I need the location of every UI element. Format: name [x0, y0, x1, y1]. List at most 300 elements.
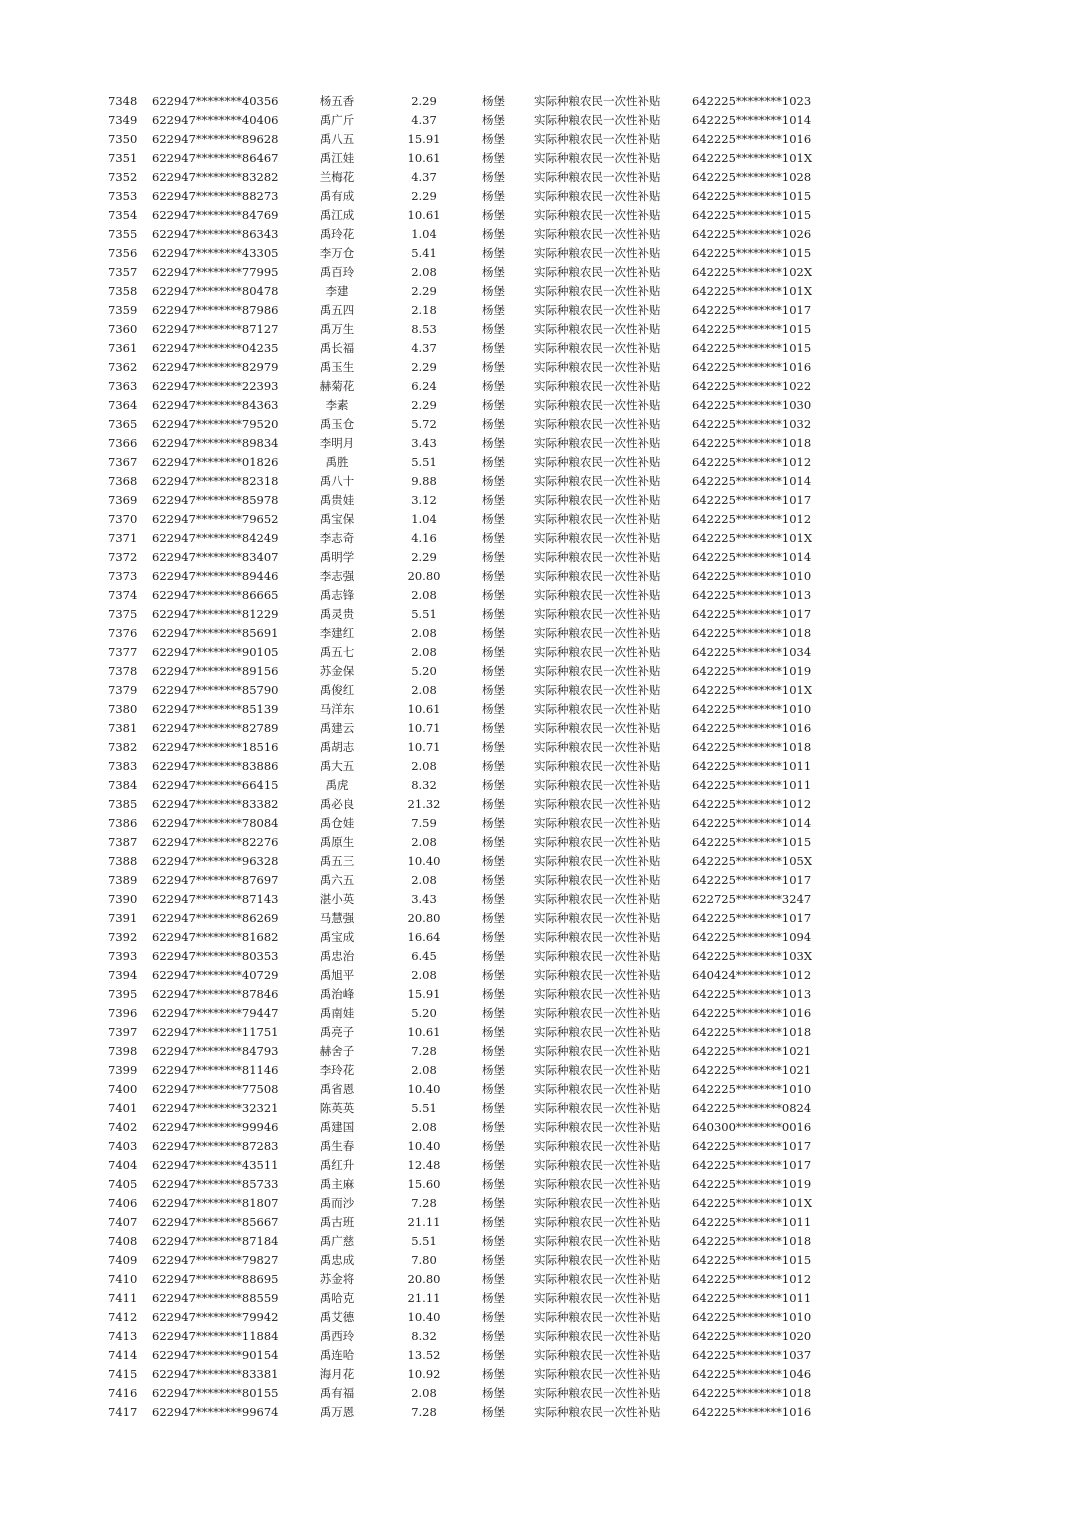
subsidy-amount: 12.48 [407, 1158, 441, 1172]
subsidy-type: 实际种粮农民一次性补贴 [534, 1291, 661, 1305]
subsidy-type: 实际种粮农民一次性补贴 [534, 569, 661, 583]
farmer-name: 禹虎 [325, 778, 349, 792]
subsidy-amount: 5.20 [411, 1006, 437, 1020]
table-row [0, 966, 1074, 985]
table-row [0, 377, 1074, 396]
id-number: 642225********1010 [692, 569, 812, 583]
id-number: 642225********1015 [692, 341, 812, 355]
subsidy-amount: 4.37 [411, 341, 437, 355]
table-row [0, 1327, 1074, 1346]
id-number: 642225********1011 [692, 1215, 812, 1229]
id-number: 642225********0824 [692, 1101, 812, 1115]
row-number: 7403 [108, 1139, 138, 1153]
id-number: 642225********1016 [692, 1405, 812, 1419]
farmer-name: 禹玉生 [319, 360, 355, 374]
farmer-name: 禹五四 [319, 303, 355, 317]
id-number: 642225********1010 [692, 702, 812, 716]
subsidy-amount: 2.08 [411, 1120, 437, 1134]
subsidy-type: 实际种粮农民一次性补贴 [534, 151, 661, 165]
farmer-name: 禹长福 [319, 341, 355, 355]
id-number: 642225********1016 [692, 360, 812, 374]
table-row [0, 738, 1074, 757]
subsidy-amount: 10.40 [407, 854, 441, 868]
subsidy-amount: 2.08 [411, 645, 437, 659]
table-row [0, 643, 1074, 662]
subsidy-type: 实际种粮农民一次性补贴 [534, 1386, 661, 1400]
row-number: 7373 [108, 569, 138, 583]
subsidy-type: 实际种粮农民一次性补贴 [534, 1234, 661, 1248]
subsidy-type: 实际种粮农民一次性补贴 [534, 1044, 661, 1058]
town-name: 杨堡 [482, 94, 505, 108]
farmer-name: 李志强 [319, 569, 355, 583]
table-row [0, 548, 1074, 567]
id-number: 642225********1094 [692, 930, 812, 944]
row-number: 7371 [108, 531, 138, 545]
subsidy-type: 实际种粮农民一次性补贴 [534, 1120, 661, 1134]
id-number: 642225********1018 [692, 740, 812, 754]
subsidy-amount: 20.80 [407, 569, 441, 583]
row-number: 7402 [108, 1120, 138, 1134]
town-name: 杨堡 [482, 816, 505, 830]
subsidy-amount: 3.43 [411, 892, 437, 906]
id-number: 642225********1017 [692, 303, 812, 317]
id-number: 642225********1013 [692, 987, 812, 1001]
id-number: 642225********1011 [692, 759, 812, 773]
account-number: 622947********18516 [152, 740, 279, 754]
farmer-name: 禹万恩 [319, 1405, 355, 1419]
id-number: 642225********1010 [692, 1082, 812, 1096]
row-number: 7354 [108, 208, 138, 222]
id-number: 640424********1012 [692, 968, 812, 982]
id-number: 642225********1018 [692, 1386, 812, 1400]
row-number: 7353 [108, 189, 138, 203]
id-number: 642225********1015 [692, 208, 812, 222]
subsidy-amount: 1.04 [411, 227, 437, 241]
id-number: 642225********1017 [692, 607, 812, 621]
town-name: 杨堡 [482, 284, 505, 298]
subsidy-type: 实际种粮农民一次性补贴 [534, 607, 661, 621]
subsidy-amount: 5.51 [411, 1234, 437, 1248]
table-row [0, 985, 1074, 1004]
table-row [0, 529, 1074, 548]
subsidy-type: 实际种粮农民一次性补贴 [534, 588, 661, 602]
town-name: 杨堡 [482, 1082, 505, 1096]
account-number: 622947********80478 [152, 284, 279, 298]
account-number: 622947********88273 [152, 189, 279, 203]
account-number: 622947********79942 [152, 1310, 279, 1324]
farmer-name: 禹必良 [319, 797, 355, 811]
town-name: 杨堡 [482, 531, 505, 545]
subsidy-amount: 5.41 [411, 246, 437, 260]
row-number: 7370 [108, 512, 138, 526]
subsidy-type: 实际种粮农民一次性补贴 [534, 531, 661, 545]
account-number: 622947********22393 [152, 379, 279, 393]
town-name: 杨堡 [482, 1348, 505, 1362]
table-row [0, 225, 1074, 244]
town-name: 杨堡 [482, 512, 505, 526]
row-number: 7412 [108, 1310, 138, 1324]
table-row [0, 1023, 1074, 1042]
subsidy-type: 实际种粮农民一次性补贴 [534, 664, 661, 678]
farmer-name: 禹仓娃 [319, 816, 355, 830]
town-name: 杨堡 [482, 398, 505, 412]
row-number: 7377 [108, 645, 138, 659]
subsidy-amount: 2.29 [411, 360, 437, 374]
table-row [0, 586, 1074, 605]
id-number: 642225********1010 [692, 1310, 812, 1324]
table-row [0, 795, 1074, 814]
table-row [0, 909, 1074, 928]
town-name: 杨堡 [482, 1405, 505, 1419]
town-name: 杨堡 [482, 417, 505, 431]
town-name: 杨堡 [482, 987, 505, 1001]
id-number: 622725********3247 [692, 892, 812, 906]
subsidy-amount: 7.80 [411, 1253, 437, 1267]
subsidy-type: 实际种粮农民一次性补贴 [534, 835, 661, 849]
account-number: 622947********43511 [152, 1158, 279, 1172]
subsidy-type: 实际种粮农民一次性补贴 [534, 1310, 661, 1324]
row-number: 7396 [108, 1006, 138, 1020]
town-name: 杨堡 [482, 303, 505, 317]
id-number: 642225********1015 [692, 189, 812, 203]
account-number: 622947********79520 [152, 417, 279, 431]
town-name: 杨堡 [482, 1139, 505, 1153]
id-number: 642225********1017 [692, 1139, 812, 1153]
subsidy-amount: 10.40 [407, 1082, 441, 1096]
account-number: 622947********66415 [152, 778, 279, 792]
subsidy-amount: 9.88 [411, 474, 437, 488]
id-number: 642225********1022 [692, 379, 812, 393]
subsidy-amount: 2.08 [411, 1386, 437, 1400]
farmer-name: 禹艾德 [319, 1310, 355, 1324]
row-number: 7384 [108, 778, 138, 792]
id-number: 642225********1017 [692, 911, 812, 925]
town-name: 杨堡 [482, 873, 505, 887]
farmer-name: 禹玉仓 [319, 417, 355, 431]
row-number: 7351 [108, 151, 138, 165]
farmer-name: 李素 [325, 398, 349, 412]
subsidy-type: 实际种粮农民一次性补贴 [534, 968, 661, 982]
id-number: 642225********1017 [692, 873, 812, 887]
table-row [0, 1213, 1074, 1232]
subsidy-type: 实际种粮农民一次性补贴 [534, 626, 661, 640]
town-name: 杨堡 [482, 246, 505, 260]
town-name: 杨堡 [482, 1177, 505, 1191]
id-number: 642225********1030 [692, 398, 812, 412]
row-number: 7361 [108, 341, 138, 355]
subsidy-type: 实际种粮农民一次性补贴 [534, 987, 661, 1001]
subsidy-type: 实际种粮农民一次性补贴 [534, 1063, 661, 1077]
row-number: 7356 [108, 246, 138, 260]
town-name: 杨堡 [482, 607, 505, 621]
id-number: 642225********101X [692, 683, 813, 697]
row-number: 7374 [108, 588, 138, 602]
account-number: 622947********99674 [152, 1405, 279, 1419]
farmer-name: 禹贵娃 [319, 493, 355, 507]
subsidy-amount: 10.61 [407, 208, 441, 222]
subsidy-type: 实际种粮农民一次性补贴 [534, 436, 661, 450]
id-number: 642225********1014 [692, 474, 812, 488]
subsidy-type: 实际种粮农民一次性补贴 [534, 189, 661, 203]
row-number: 7385 [108, 797, 138, 811]
account-number: 622947********04235 [152, 341, 279, 355]
id-number: 642225********1014 [692, 816, 812, 830]
table-row [0, 1156, 1074, 1175]
town-name: 杨堡 [482, 436, 505, 450]
subsidy-type: 实际种粮农民一次性补贴 [534, 1253, 661, 1267]
subsidy-amount: 8.32 [411, 1329, 437, 1343]
table-row [0, 567, 1074, 586]
table-row [0, 149, 1074, 168]
id-number: 642225********1014 [692, 113, 812, 127]
farmer-name: 马慧强 [319, 911, 355, 925]
id-number: 642225********105X [692, 854, 813, 868]
table-row [0, 187, 1074, 206]
town-name: 杨堡 [482, 1006, 505, 1020]
row-number: 7414 [108, 1348, 138, 1362]
town-name: 杨堡 [482, 626, 505, 640]
table-row [0, 947, 1074, 966]
subsidy-type: 实际种粮农民一次性补贴 [534, 721, 661, 735]
row-number: 7411 [108, 1291, 138, 1305]
row-number: 7391 [108, 911, 138, 925]
table-row [0, 320, 1074, 339]
row-number: 7366 [108, 436, 138, 450]
account-number: 622947********82789 [152, 721, 279, 735]
farmer-name: 兰梅花 [319, 170, 355, 184]
subsidy-amount: 10.61 [407, 1025, 441, 1039]
row-number: 7417 [108, 1405, 138, 1419]
subsidy-amount: 10.71 [407, 740, 441, 754]
id-number: 642225********1019 [692, 1177, 812, 1191]
table-row [0, 814, 1074, 833]
farmer-name: 禹八五 [319, 132, 355, 146]
subsidy-amount: 2.29 [411, 94, 437, 108]
town-name: 杨堡 [482, 360, 505, 374]
table-row [0, 928, 1074, 947]
town-name: 杨堡 [482, 455, 505, 469]
subsidy-type: 实际种粮农民一次性补贴 [534, 379, 661, 393]
id-number: 642225********1026 [692, 227, 812, 241]
town-name: 杨堡 [482, 702, 505, 716]
id-number: 642225********1015 [692, 322, 812, 336]
farmer-name: 杨五香 [319, 94, 355, 108]
subsidy-amount: 10.40 [407, 1310, 441, 1324]
row-number: 7368 [108, 474, 138, 488]
id-number: 642225********1015 [692, 246, 812, 260]
farmer-name: 禹江成 [319, 208, 355, 222]
farmer-name: 禹主麻 [319, 1177, 355, 1191]
table-row [0, 339, 1074, 358]
farmer-name: 禹玲花 [319, 227, 355, 241]
town-name: 杨堡 [482, 474, 505, 488]
row-number: 7413 [108, 1329, 138, 1343]
account-number: 622947********87697 [152, 873, 279, 887]
subsidy-amount: 5.51 [411, 455, 437, 469]
town-name: 杨堡 [482, 227, 505, 241]
id-number: 642225********1037 [692, 1348, 812, 1362]
account-number: 622947********83407 [152, 550, 279, 564]
subsidy-type: 实际种粮农民一次性补贴 [534, 911, 661, 925]
account-number: 622947********87846 [152, 987, 279, 1001]
subsidy-amount: 10.71 [407, 721, 441, 735]
town-name: 杨堡 [482, 1044, 505, 1058]
id-number: 642225********1016 [692, 132, 812, 146]
subsidy-type: 实际种粮农民一次性补贴 [534, 322, 661, 336]
row-number: 7358 [108, 284, 138, 298]
subsidy-type: 实际种粮农民一次性补贴 [534, 1025, 661, 1039]
subsidy-type: 实际种粮农民一次性补贴 [534, 1006, 661, 1020]
account-number: 622947********89628 [152, 132, 279, 146]
subsidy-amount: 2.29 [411, 550, 437, 564]
account-number: 622947********81807 [152, 1196, 279, 1210]
subsidy-type: 实际种粮农民一次性补贴 [534, 1177, 661, 1191]
table-row [0, 244, 1074, 263]
subsidy-type: 实际种粮农民一次性补贴 [534, 778, 661, 792]
id-number: 642225********101X [692, 151, 813, 165]
subsidy-amount: 7.28 [411, 1196, 437, 1210]
row-number: 7386 [108, 816, 138, 830]
subsidy-amount: 7.28 [411, 1044, 437, 1058]
table-row [0, 168, 1074, 187]
town-name: 杨堡 [482, 759, 505, 773]
table-row [0, 1403, 1074, 1422]
town-name: 杨堡 [482, 835, 505, 849]
table-row [0, 1137, 1074, 1156]
account-number: 622947********86665 [152, 588, 279, 602]
town-name: 杨堡 [482, 1025, 505, 1039]
row-number: 7362 [108, 360, 138, 374]
subsidy-amount: 15.60 [407, 1177, 441, 1191]
subsidy-amount: 20.80 [407, 911, 441, 925]
id-number: 642225********1016 [692, 1006, 812, 1020]
account-number: 622947********84249 [152, 531, 279, 545]
table-row [0, 358, 1074, 377]
subsidy-amount: 6.45 [411, 949, 437, 963]
town-name: 杨堡 [482, 588, 505, 602]
farmer-name: 禹红升 [319, 1158, 355, 1172]
row-number: 7401 [108, 1101, 138, 1115]
id-number: 642225********1018 [692, 626, 812, 640]
subsidy-amount: 21.11 [407, 1291, 441, 1305]
table-row [0, 1289, 1074, 1308]
account-number: 622947********79827 [152, 1253, 279, 1267]
subsidy-amount: 4.37 [411, 170, 437, 184]
farmer-name: 禹八十 [319, 474, 355, 488]
subsidy-type: 实际种粮农民一次性补贴 [534, 455, 661, 469]
row-number: 7352 [108, 170, 138, 184]
town-name: 杨堡 [482, 379, 505, 393]
table-row [0, 1346, 1074, 1365]
town-name: 杨堡 [482, 1215, 505, 1229]
account-number: 622947********79447 [152, 1006, 279, 1020]
row-number: 7383 [108, 759, 138, 773]
subsidy-type: 实际种粮农民一次性补贴 [534, 892, 661, 906]
account-number: 622947********32321 [152, 1101, 279, 1115]
row-number: 7392 [108, 930, 138, 944]
farmer-name: 禹忠治 [319, 949, 355, 963]
subsidy-amount: 15.91 [407, 987, 441, 1001]
farmer-name: 禹明学 [319, 550, 355, 564]
id-number: 642225********1018 [692, 436, 812, 450]
farmer-name: 禹五七 [319, 645, 355, 659]
town-name: 杨堡 [482, 949, 505, 963]
account-number: 622947********85667 [152, 1215, 279, 1229]
id-number: 642225********1018 [692, 1025, 812, 1039]
town-name: 杨堡 [482, 1253, 505, 1267]
id-number: 642225********101X [692, 531, 813, 545]
row-number: 7395 [108, 987, 138, 1001]
town-name: 杨堡 [482, 683, 505, 697]
account-number: 622947********89156 [152, 664, 279, 678]
id-number: 642225********103X [692, 949, 813, 963]
subsidy-type: 实际种粮农民一次性补贴 [534, 1101, 661, 1115]
row-number: 7369 [108, 493, 138, 507]
farmer-name: 赫舍子 [319, 1044, 355, 1058]
subsidy-amount: 2.08 [411, 683, 437, 697]
town-name: 杨堡 [482, 1120, 505, 1134]
table-row [0, 871, 1074, 890]
table-row [0, 415, 1074, 434]
row-number: 7365 [108, 417, 138, 431]
farmer-name: 禹胡志 [319, 740, 355, 754]
farmer-name: 禹生春 [319, 1139, 355, 1153]
id-number: 642225********1032 [692, 417, 812, 431]
table-row [0, 1099, 1074, 1118]
id-number: 640300********0016 [692, 1120, 812, 1134]
town-name: 杨堡 [482, 721, 505, 735]
id-number: 642225********1011 [692, 778, 812, 792]
account-number: 622947********86269 [152, 911, 279, 925]
account-number: 622947********85733 [152, 1177, 279, 1191]
town-name: 杨堡 [482, 1234, 505, 1248]
subsidy-amount: 2.29 [411, 189, 437, 203]
row-number: 7367 [108, 455, 138, 469]
id-number: 642225********1013 [692, 588, 812, 602]
account-number: 622947********86343 [152, 227, 279, 241]
farmer-name: 禹宝保 [319, 512, 355, 526]
id-number: 642225********1015 [692, 1253, 812, 1267]
town-name: 杨堡 [482, 968, 505, 982]
id-number: 642225********1017 [692, 1158, 812, 1172]
table-row [0, 833, 1074, 852]
row-number: 7407 [108, 1215, 138, 1229]
town-name: 杨堡 [482, 1367, 505, 1381]
subsidy-type: 实际种粮农民一次性补贴 [534, 132, 661, 146]
table-row [0, 700, 1074, 719]
account-number: 622947********99946 [152, 1120, 279, 1134]
id-number: 642225********1021 [692, 1063, 812, 1077]
row-number: 7409 [108, 1253, 138, 1267]
id-number: 642225********1012 [692, 797, 812, 811]
farmer-name: 禹六五 [319, 873, 355, 887]
farmer-name: 禹古班 [319, 1215, 355, 1229]
subsidy-type: 实际种粮农民一次性补贴 [534, 759, 661, 773]
subsidy-amount: 5.51 [411, 607, 437, 621]
row-number: 7399 [108, 1063, 138, 1077]
row-number: 7394 [108, 968, 138, 982]
table-row [0, 1251, 1074, 1270]
town-name: 杨堡 [482, 740, 505, 754]
subsidy-type: 实际种粮农民一次性补贴 [534, 417, 661, 431]
subsidy-type: 实际种粮农民一次性补贴 [534, 683, 661, 697]
subsidy-amount: 2.08 [411, 835, 437, 849]
subsidy-type: 实际种粮农民一次性补贴 [534, 227, 661, 241]
table-row [0, 757, 1074, 776]
subsidy-amount: 2.29 [411, 398, 437, 412]
account-number: 622947********11884 [152, 1329, 279, 1343]
table-row [0, 605, 1074, 624]
